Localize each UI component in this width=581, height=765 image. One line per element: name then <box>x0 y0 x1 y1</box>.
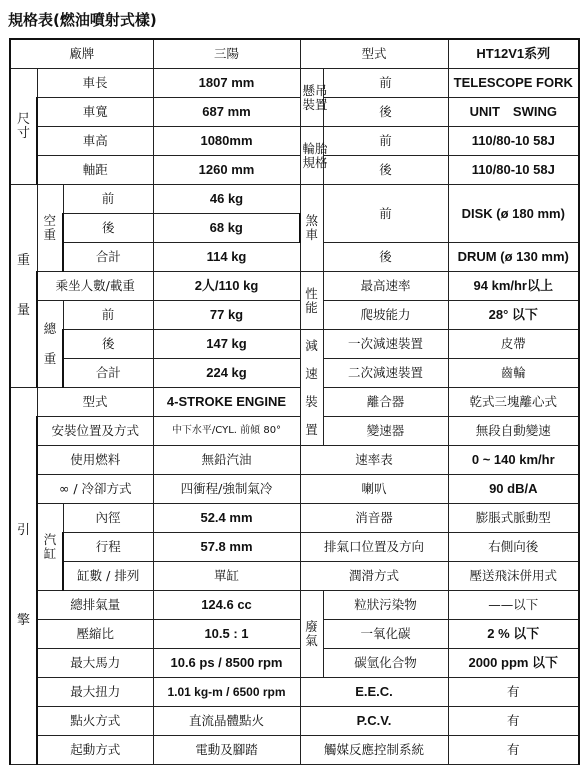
length-label: 車長 <box>37 69 153 98</box>
brake-front-value: DISK (ø 180 mm) <box>448 185 579 243</box>
ignition-label: 點火方式 <box>37 707 153 736</box>
stroke-label: 行程 <box>63 533 153 562</box>
table-row <box>10 620 579 649</box>
model-label: 型式 <box>300 39 448 69</box>
table-row <box>10 533 579 562</box>
table-row <box>10 272 579 301</box>
brand-label: 廠牌 <box>10 39 153 69</box>
clutch-label: 離合器 <box>323 388 448 417</box>
power-label: 最大馬力 <box>37 649 153 678</box>
horn-value: 90 dB/A <box>448 475 579 504</box>
pcv-label: P.C.V. <box>300 707 448 736</box>
height-label: 車高 <box>37 127 153 156</box>
displacement-value: 124.6 cc <box>153 591 300 620</box>
emission-group-label: 廢 氣 <box>300 591 323 678</box>
cylinder-count-label: 缸數 / 排列 <box>63 562 153 591</box>
brake-rear-label: 後 <box>323 243 448 272</box>
brand-value: 三陽 <box>153 39 300 69</box>
climb-label: 爬坡能力 <box>323 301 448 330</box>
suspension-group-label: 懸吊 裝置 <box>300 69 323 127</box>
hc-value: 2000 ppm 以下 <box>448 649 579 678</box>
catalyst-value: 有 <box>448 736 579 765</box>
suspension-rear-value: UNIT SWING <box>448 98 579 127</box>
empty-sum-value: 114 kg <box>153 243 300 272</box>
mount-label: 安裝位置及方式 <box>37 417 153 446</box>
weight-group-label: 重 量 <box>10 185 37 388</box>
empty-front-value: 46 kg <box>153 185 300 214</box>
brake-group-label: 煞 車 <box>300 185 323 272</box>
bore-label: 內徑 <box>63 504 153 533</box>
co-label: 一氧化碳 <box>323 620 448 649</box>
table-row <box>10 446 579 475</box>
tire-group-label: 輪胎 規格 <box>300 127 323 185</box>
length-value: 1807 mm <box>153 69 300 98</box>
fuel-value: 無鉛汽油 <box>153 446 300 475</box>
reduction-group-label: 減 速 裝 置 <box>300 330 323 446</box>
empty-weight-group-label: 空 重 <box>37 185 63 272</box>
suspension-front-value: TELESCOPE FORK <box>448 69 579 98</box>
total-weight-group-label: 總 重 <box>37 301 63 388</box>
spec-table <box>9 38 580 765</box>
engine-type-value: 4-STROKE ENGINE <box>153 388 300 417</box>
compression-value: 10.5 : 1 <box>153 620 300 649</box>
height-value: 1080mm <box>153 127 300 156</box>
total-sum-label: 合計 <box>63 359 153 388</box>
empty-front-label: 前 <box>63 185 153 214</box>
start-value: 電動及腳踏 <box>153 736 300 765</box>
table-row <box>10 39 579 69</box>
table-row <box>10 591 579 620</box>
size-group-label: 尺 寸 <box>10 69 37 185</box>
model-value: HT12V1系列 <box>448 39 579 69</box>
capacity-label: 乘坐人數/載重 <box>37 272 153 301</box>
table-row <box>10 301 579 330</box>
power-value: 10.6 ps / 8500 rpm <box>153 649 300 678</box>
empty-rear-label: 後 <box>63 214 153 243</box>
start-label: 起動方式 <box>37 736 153 765</box>
table-row <box>10 562 579 591</box>
cooling-value: 四衝程/強制氣冷 <box>153 475 300 504</box>
tire-front-value: 110/80-10 58J <box>448 127 579 156</box>
lubrication-label: 潤滑方式 <box>300 562 448 591</box>
muffler-value: 膨脹式脈動型 <box>448 504 579 533</box>
top-speed-value: 94 km/hr以上 <box>448 272 579 301</box>
engine-group-label: 引 擎 <box>10 388 37 765</box>
secondary-reduction-label: 二次減速裝置 <box>323 359 448 388</box>
lubrication-value: 壓送飛沫併用式 <box>448 562 579 591</box>
table-row <box>10 417 579 446</box>
primary-reduction-label: 一次減速裝置 <box>323 330 448 359</box>
top-speed-label: 最高速率 <box>323 272 448 301</box>
transmission-label: 變速器 <box>323 417 448 446</box>
tire-rear-value: 110/80-10 58J <box>448 156 579 185</box>
capacity-value: 2人/110 kg <box>153 272 300 301</box>
tire-rear-label: 後 <box>323 156 448 185</box>
table-row <box>10 98 579 127</box>
pm-label: 粒狀污染物 <box>323 591 448 620</box>
primary-reduction-value: 皮帶 <box>448 330 579 359</box>
total-sum-value: 224 kg <box>153 359 300 388</box>
brake-front-label: 前 <box>323 185 448 243</box>
total-front-value: 77 kg <box>153 301 300 330</box>
wheelbase-label: 軸距 <box>37 156 153 185</box>
suspension-front-label: 前 <box>323 69 448 98</box>
total-rear-value: 147 kg <box>153 330 300 359</box>
ignition-value: 直流晶體點火 <box>153 707 300 736</box>
total-front-label: 前 <box>63 301 153 330</box>
compression-label: 壓縮比 <box>37 620 153 649</box>
hc-label: 碳氫化合物 <box>323 649 448 678</box>
transmission-value: 無段自動變速 <box>448 417 579 446</box>
eec-label: E.E.C. <box>300 678 448 707</box>
exhaust-value: 右側向後 <box>448 533 579 562</box>
pcv-value: 有 <box>448 707 579 736</box>
fuel-label: 使用燃料 <box>37 446 153 475</box>
bore-value: 52.4 mm <box>153 504 300 533</box>
page-title: 規格表(燃油噴射式樣) <box>8 11 157 29</box>
clutch-value: 乾式三塊離心式 <box>448 388 579 417</box>
exhaust-label: 排氣口位置及方向 <box>300 533 448 562</box>
wheelbase-value: 1260 mm <box>153 156 300 185</box>
eec-value: 有 <box>448 678 579 707</box>
tire-front-label: 前 <box>323 127 448 156</box>
horn-label: 喇叭 <box>300 475 448 504</box>
empty-sum-label: 合計 <box>63 243 153 272</box>
empty-rear-value: 68 kg <box>153 214 300 243</box>
secondary-reduction-value: 齒輪 <box>448 359 579 388</box>
co-value: 2 % 以下 <box>448 620 579 649</box>
table-row <box>10 707 579 736</box>
speedometer-label: 速率表 <box>300 446 448 475</box>
table-row <box>10 359 579 388</box>
muffler-label: 消音器 <box>300 504 448 533</box>
engine-type-label: 型式 <box>37 388 153 417</box>
cylinder-count-value: 單缸 <box>153 562 300 591</box>
suspension-rear-label: 後 <box>323 98 448 127</box>
table-row <box>10 156 579 185</box>
torque-value: 1.01 kg-m / 6500 rpm <box>153 678 300 707</box>
stroke-value: 57.8 mm <box>153 533 300 562</box>
displacement-label: 總排氣量 <box>37 591 153 620</box>
total-rear-label: 後 <box>63 330 153 359</box>
table-row <box>10 649 579 678</box>
cooling-label: ∞ / 冷卻方式 <box>37 475 153 504</box>
brake-rear-value: DRUM (ø 130 mm) <box>448 243 579 272</box>
performance-group-label: 性 能 <box>300 272 323 330</box>
pm-value: ——以下 <box>448 591 579 620</box>
table-row <box>10 185 579 214</box>
torque-label: 最大扭力 <box>37 678 153 707</box>
catalyst-label: 觸媒反應控制系統 <box>300 736 448 765</box>
width-value: 687 mm <box>153 98 300 127</box>
climb-value: 28° 以下 <box>448 301 579 330</box>
table-row <box>10 388 579 417</box>
mount-value: 中下水平/CYL. 前傾 80° <box>153 417 300 446</box>
table-row <box>10 678 579 707</box>
table-row <box>10 504 579 533</box>
table-row <box>10 69 579 98</box>
table-row <box>10 330 579 359</box>
table-row <box>10 475 579 504</box>
table-row <box>10 243 579 272</box>
table-row <box>10 127 579 156</box>
speedometer-value: 0 ~ 140 km/hr <box>448 446 579 475</box>
width-label: 車寬 <box>37 98 153 127</box>
cylinder-group-label: 汽 缸 <box>37 504 63 591</box>
table-row <box>10 736 579 765</box>
